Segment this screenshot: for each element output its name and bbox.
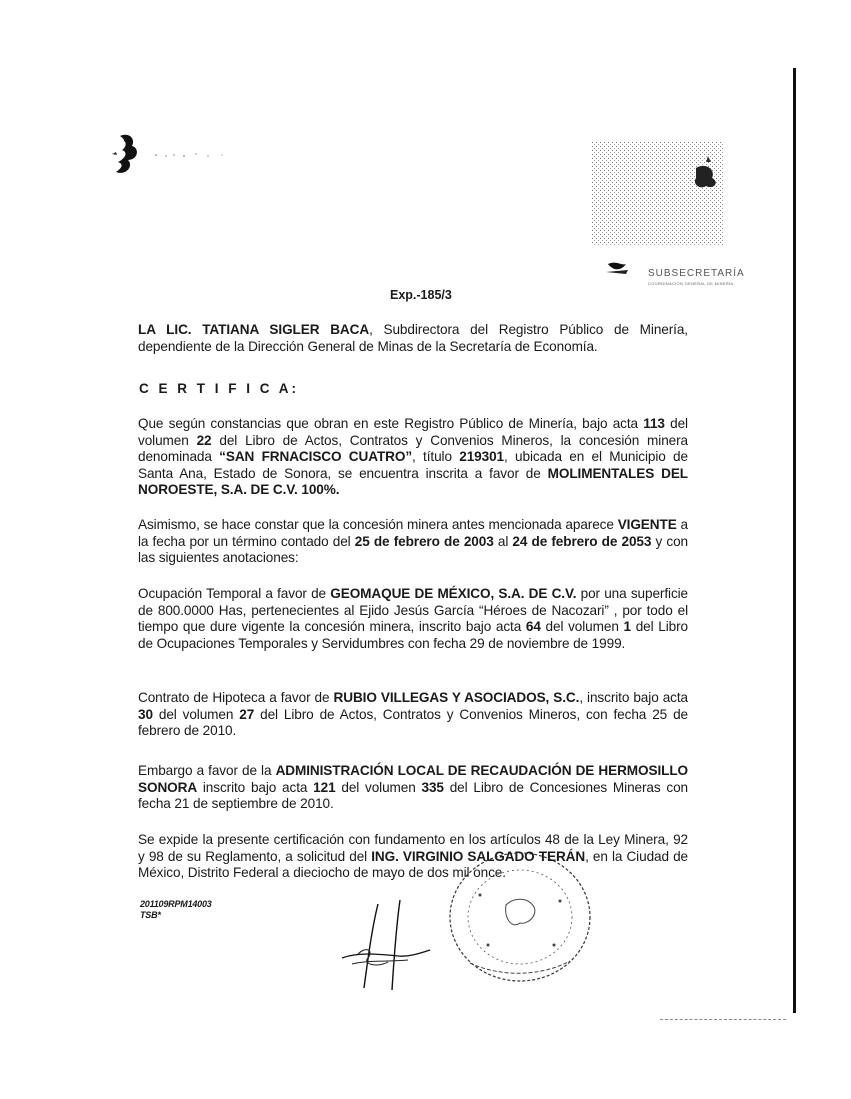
handwritten-signature [338, 898, 448, 993]
acta-number: 121 [313, 779, 336, 795]
intro-rest: , Subdirectora del Registro Público de Minería, dependiente de la Dirección General de Minas de la Secretaría de Economía. [138, 322, 688, 354]
text: Embargo a favor de la [138, 763, 276, 778]
scanned-logo-artifact [588, 138, 728, 250]
page-edge-rule [793, 68, 796, 1013]
party-name: GEOMAQUE DE MÉXICO, S.A. DE C.V. [330, 586, 577, 601]
intro-paragraph [138, 322, 688, 355]
text: del Libro de Ocupaciones Temporales y Servidumbres con fecha 29 de noviembre de 1999. [138, 619, 688, 651]
eagle-emblem-icon [106, 130, 150, 178]
concession-name: “SAN FRNACISCO CUATRO” [219, 449, 413, 465]
text: del volumen [152, 706, 240, 722]
official-round-seal [440, 845, 600, 995]
volume-number: 1 [623, 619, 631, 635]
text: a la fecha por un término contado del [138, 517, 688, 549]
start-date: 25 de febrero de 2003 [354, 533, 494, 549]
volume-number: 22 [196, 432, 212, 448]
text: , ubicada en el Municipio de Santa Ana, Estado de Sonora, se encuentra inscrita a favor de [138, 449, 688, 481]
text: inscrito bajo acta [197, 779, 314, 795]
volume-number: 27 [239, 706, 255, 722]
file-number: Exp.-185/3 [390, 288, 452, 302]
title-number: 219301 [459, 449, 505, 465]
reference-line-1: 201109RPM14003 [140, 899, 212, 909]
paragraph-seizure [138, 763, 688, 813]
text: Ocupación Temporal a favor de [138, 586, 331, 601]
paragraph-temporary-occupation [138, 586, 688, 652]
agency-seal-subtext: COORDINACIÓN GENERAL DE MINERÍA [648, 281, 734, 286]
text: y con las siguientes anotaciones: [138, 533, 689, 566]
volume-number: 335 [421, 779, 444, 795]
party-name: ADMINISTRACIÓN LOCAL DE RECAUDACIÓN DE HERMOSILLO SONORA [138, 763, 689, 795]
paragraph-issuance [138, 832, 688, 882]
owner-name: MOLIMENTALES DEL NOROESTE, S.A. DE C.V. 100%. [138, 465, 688, 498]
paragraph-concession [138, 416, 688, 499]
text: Asimismo, se hace constar que la concesión minera antes mencionada aparece [138, 517, 618, 532]
bottom-dashed-rule [660, 1019, 786, 1020]
acta-number: 64 [525, 619, 541, 635]
text: del Libro de Actos, Contratos y Convenios Mineros, con fecha 25 de febrero de 2010. [138, 706, 688, 739]
acta-number: 113 [643, 416, 665, 431]
official-name: LA LIC. TATIANA SIGLER BACA [138, 322, 370, 337]
paragraph-validity [138, 517, 688, 567]
text: Se expide la presente certificación con fundamento en los artículos 48 de la Ley Minera, 92 y 98 de su Reglamento, a solicitud del [138, 832, 688, 864]
text: del volumen [540, 619, 624, 635]
party-name: RUBIO VILLEGAS Y ASOCIADOS, S.C. [333, 690, 580, 705]
text: del Libro de Actos, Contratos y Convenios Mineros, la concesión minera denominada [138, 432, 689, 465]
text: Que según constancias que obran en este Registro Público de Minería, bajo acta [138, 416, 644, 431]
reference-line-2: TSB* [140, 910, 161, 920]
end-date: 24 de febrero de 2053 [512, 533, 652, 549]
text: del volumen [335, 779, 422, 795]
scan-noise-left [152, 150, 232, 160]
agency-seal-text: SUBSECRETARÍA [648, 268, 745, 279]
text: , título [412, 449, 460, 465]
paragraph-mortgage [138, 690, 688, 740]
text: del Libro de Concesiones Mineras con fecha 21 de septiembre de 2010. [138, 779, 688, 812]
text: , inscrito bajo acta [579, 690, 688, 705]
requester-name: ING. VIRGINIO SALGADO TERÁN [371, 848, 586, 864]
reference-code [140, 899, 212, 921]
text: , en la Ciudad de México, Distrito Federal a dieciocho de mayo de dos mil once. [138, 848, 688, 881]
acta-number: 30 [138, 706, 153, 722]
text: al [493, 533, 513, 549]
text: del volumen [138, 416, 688, 448]
status-vigente: VIGENTE [617, 517, 677, 532]
text: Contrato de Hipoteca a favor de [138, 690, 334, 705]
text: por una superficie de 800.0000 Has, pertenecientes al Ejido Jesús García “Héroes de Nacozari” , por todo el tiempo que dure vigente la concesión minera, inscrito bajo acta [138, 586, 689, 635]
certifica-heading: C E R T I F I C A: [139, 381, 299, 396]
